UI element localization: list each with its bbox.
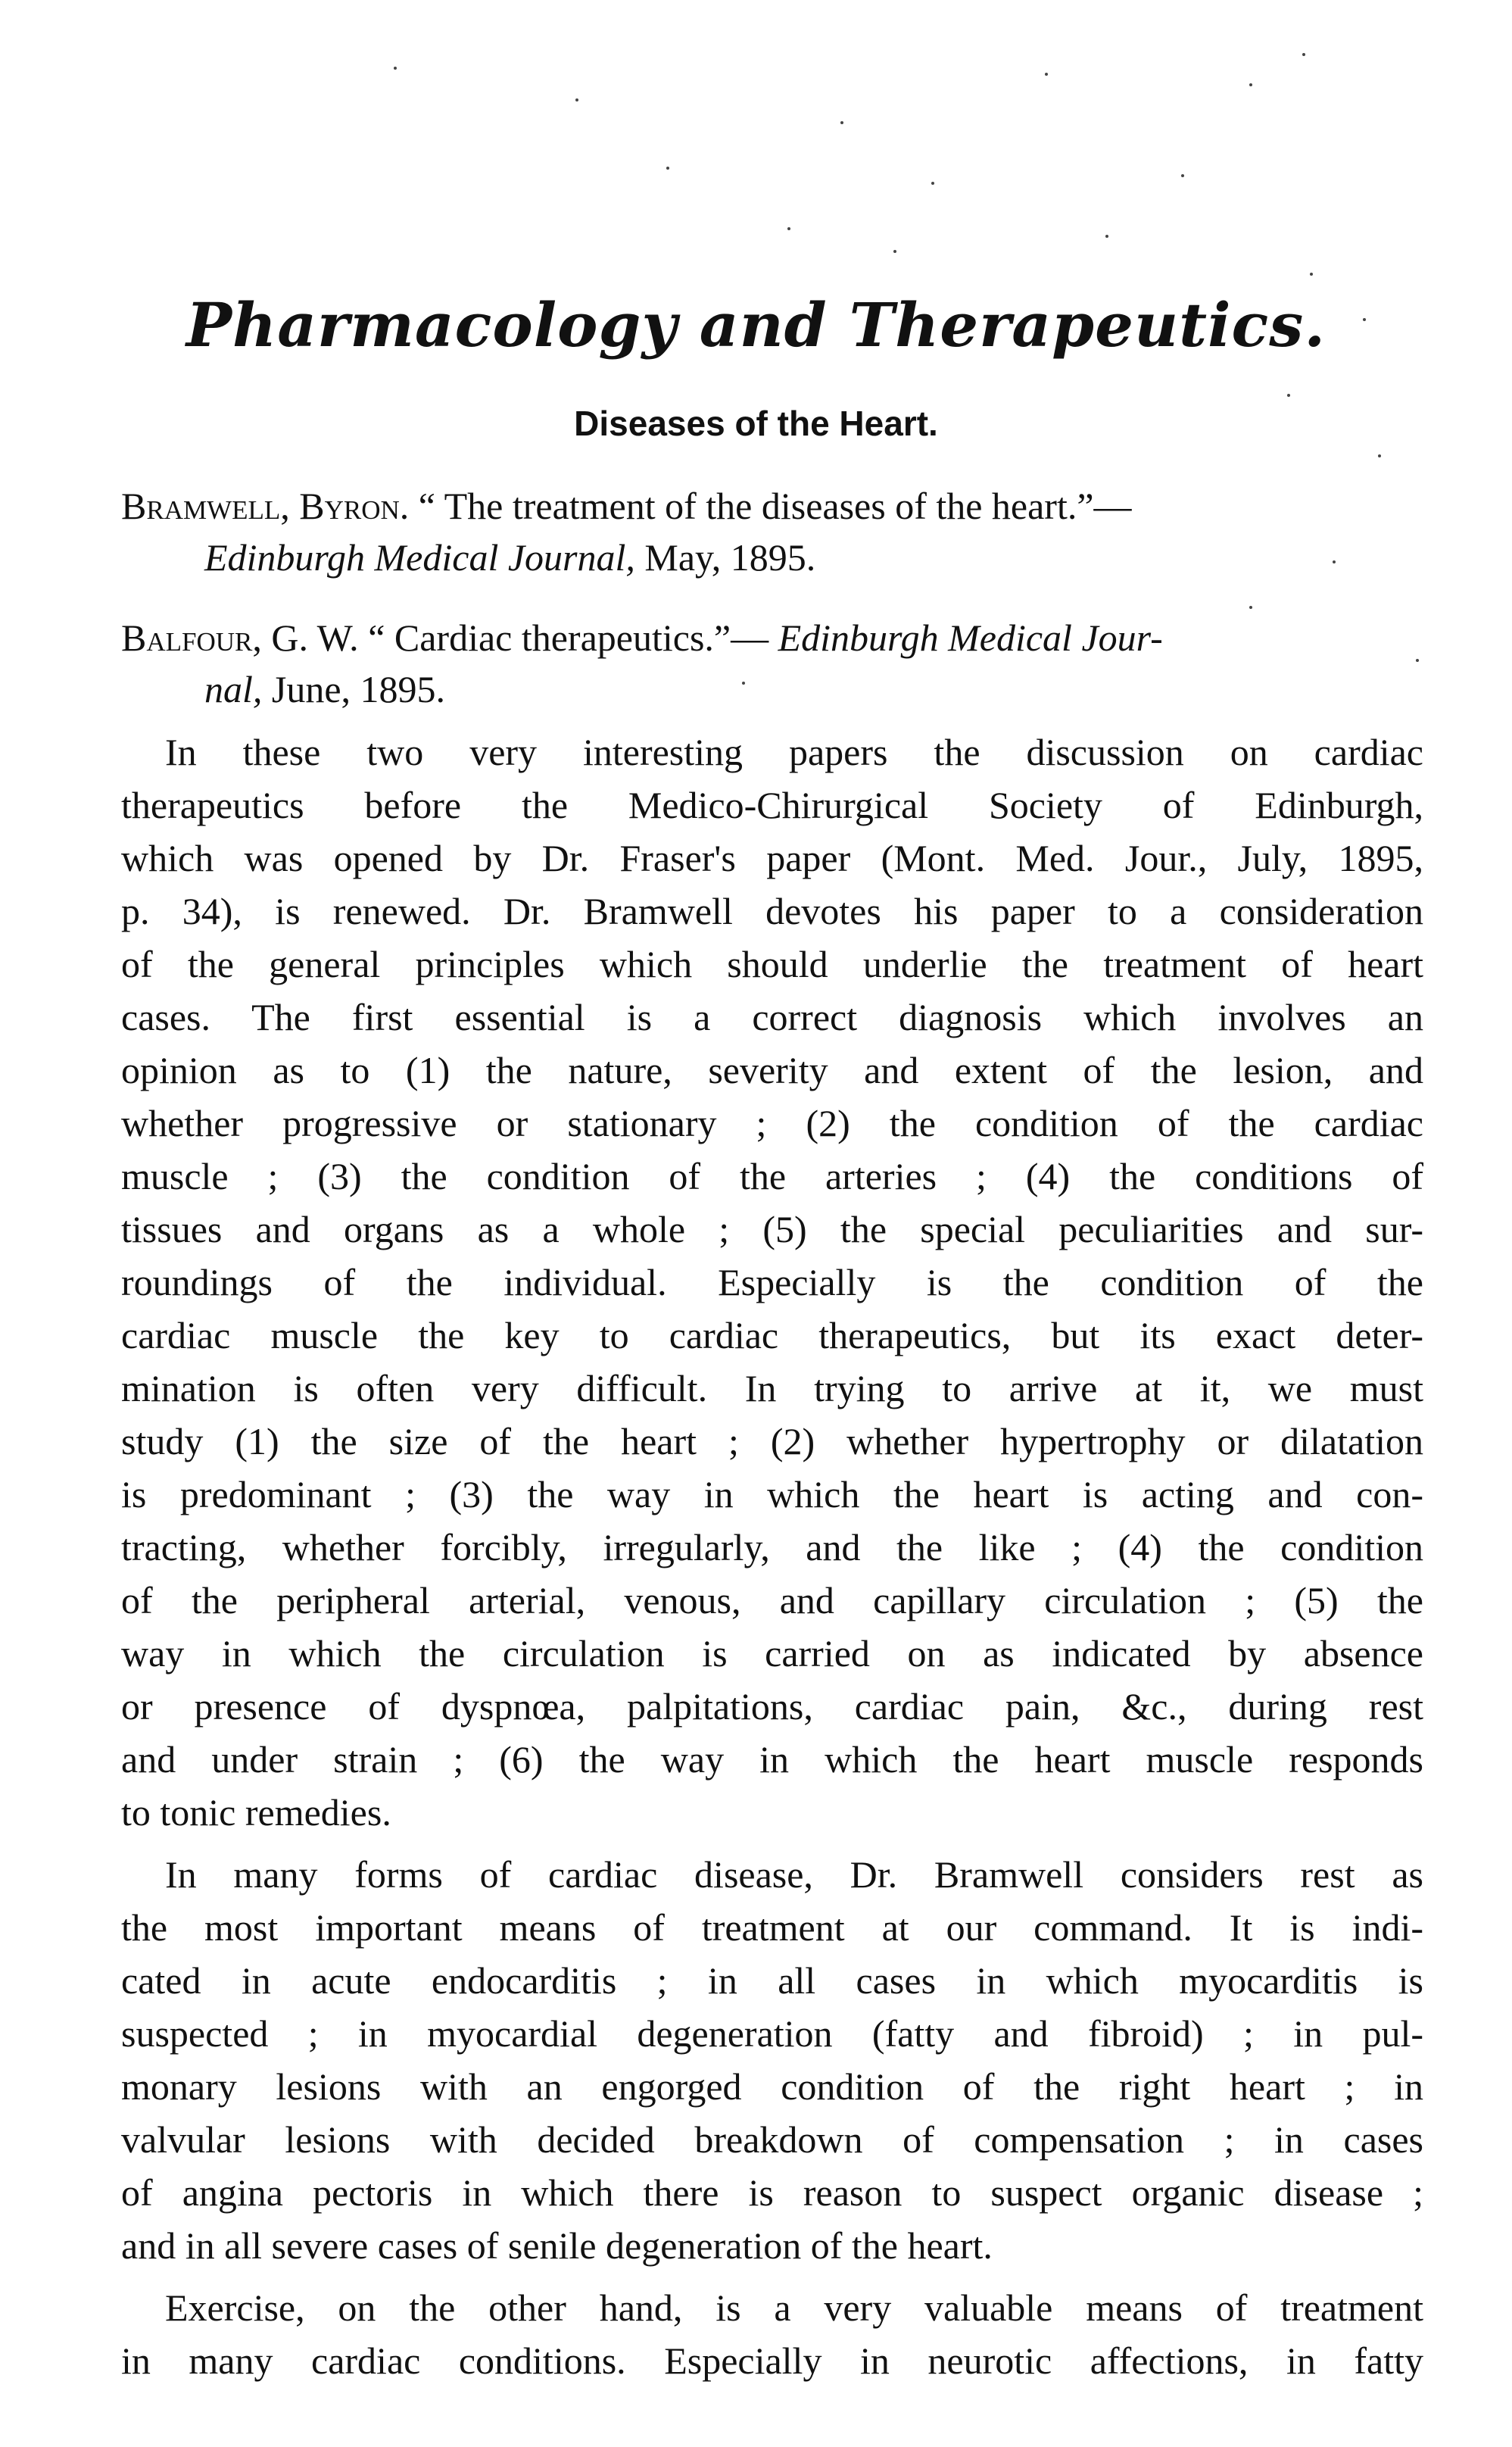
text-line: In these two very interesting papers the discussion on cardiac: [165, 731, 1423, 773]
text-line: opinion as to (1) the nature, severity and extent of the lesion, and: [121, 1049, 1423, 1091]
text-line: of angina pectoris in which there is reason to suspect organic disease ;: [121, 2171, 1423, 2214]
reference-journal: Edinburgh Medical Journal,: [204, 536, 635, 579]
reference-date: May, 1895.: [634, 536, 816, 579]
text-line: roundings of the individual. Especially is the condition of the: [121, 1261, 1423, 1303]
text-line: whether progressive or stationary ; (2) the condition of the cardiac: [121, 1102, 1423, 1144]
text-line: therapeutics before the Medico-Chirurgical Society of Edinburgh,: [121, 784, 1423, 826]
reference-title: “ The treatment of the diseases of the heart.”—: [418, 485, 1132, 527]
text-line: of the peripheral arterial, venous, and capillary circulation ; (5) the: [121, 1579, 1423, 1621]
text-line: to tonic remedies.: [121, 1791, 391, 1834]
text-line: monary lesions with an engorged condition of the right heart ; in: [121, 2065, 1423, 2108]
reference-journal-cont: nal,: [204, 668, 263, 710]
paragraph-1: [121, 726, 1423, 1839]
paragraph-2: [121, 1848, 1423, 2272]
reference-date: June, 1895.: [262, 668, 446, 710]
article-body: [121, 726, 1423, 2387]
text-line: cardiac muscle the key to cardiac therapeutics, but its exact deter-: [121, 1314, 1423, 1356]
text-line: which was opened by Dr. Fraser's paper (Mont. Med. Jour., July, 1895,: [121, 837, 1423, 879]
section-heading: Pharmacology and Therapeutics.: [185, 289, 1327, 360]
reference-bramwell: [121, 480, 1423, 583]
text-line: Exercise, on the other hand, is a very valuable means of treatment: [165, 2286, 1423, 2329]
reference-title: “ Cardiac therapeutics.”—: [368, 616, 769, 659]
reference-journal: Edinburgh Medical Jour-: [778, 616, 1163, 659]
text-line: p. 34), is renewed. Dr. Bramwell devotes his paper to a consideration: [121, 890, 1423, 932]
text-line: and in all severe cases of senile degeneration of the heart.: [121, 2224, 993, 2267]
text-line: study (1) the size of the heart ; (2) whether hypertrophy or dilatation: [121, 1420, 1423, 1462]
reference-author: Balfour, G. W.: [121, 616, 359, 659]
text-line: way in which the circulation is carried on as indicated by absence: [121, 1632, 1423, 1675]
text-line: is predominant ; (3) the way in which the heart is acting and con-: [121, 1473, 1423, 1515]
text-line: In many forms of cardiac disease, Dr. Bramwell considers rest as: [165, 1853, 1423, 1896]
text-line: cated in acute endocarditis ; in all cases in which myocarditis is: [121, 1959, 1423, 2002]
paragraph-3: [121, 2281, 1423, 2387]
text-line: mination is often very difficult. In trying to arrive at it, we must: [121, 1367, 1423, 1409]
text-line: cases. The first essential is a correct diagnosis which involves an: [121, 996, 1423, 1038]
text-line: or presence of dyspnœa, palpitations, cardiac pain, &c., during rest: [121, 1685, 1423, 1728]
reference-balfour: [121, 612, 1423, 715]
text-line: and under strain ; (6) the way in which the heart muscle responds: [121, 1738, 1423, 1781]
text-line: tracting, whether forcibly, irregularly, and the like ; (4) the condition: [121, 1526, 1423, 1568]
reference-author: Bramwell, Byron.: [121, 485, 410, 527]
subsection-heading: Diseases of the Heart.: [574, 404, 938, 443]
text-line: the most important means of treatment at our command. It is indi-: [121, 1906, 1423, 1949]
text-line: of the general principles which should underlie the treatment of heart: [121, 943, 1423, 985]
text-line: tissues and organs as a whole ; (5) the special peculiarities and sur-: [121, 1208, 1423, 1250]
text-line: suspected ; in myocardial degeneration (fatty and fibroid) ; in pul-: [121, 2012, 1423, 2055]
text-line: valvular lesions with decided breakdown of compensation ; in cases: [121, 2118, 1423, 2161]
text-line: in many cardiac conditions. Especially in neurotic affections, in fatty: [121, 2339, 1423, 2382]
text-line: muscle ; (3) the condition of the arteries ; (4) the conditions of: [121, 1155, 1423, 1197]
